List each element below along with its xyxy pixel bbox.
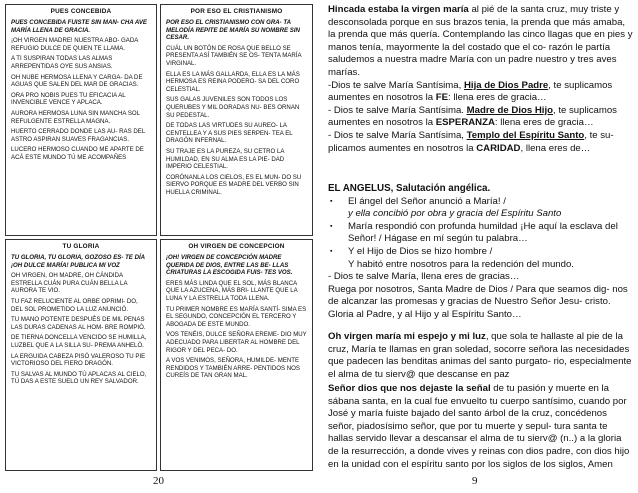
hincada-section xyxy=(328,4,634,155)
list-item: ▪ María respondió con profunda humildad ¡He aquí la esclava del Señor! / Hágase en mí según tu palabra… xyxy=(328,221,634,246)
espejo-section xyxy=(328,331,634,381)
angelus-item3-continuation: Y habitó entre nosotros para la redención del mundo. xyxy=(348,258,574,270)
angelus-list xyxy=(328,196,634,259)
salutation-line-3: - Dios te salve María Santísima, Templo del Espíritu Santo, te su- plicamos aumentes en nosotros la CARIDAD, llena eres de… xyxy=(328,129,614,154)
prayer-verse: TU FAZ RELUCIENTE AL ORBE OPRIMI- DO, DEL SOL PROMETIDO LA LUZ ANUNCIÓ. xyxy=(11,297,138,313)
angelus-title: EL ANGELUS, Salutación angélica. xyxy=(328,183,491,194)
prayer-verse: CORÓNANLA LOS CIELOS, ES EL MUN- DO SU SIERVO PORQUE ES MADRE DEL VERBO SIN HUELLA CRIMINAL. xyxy=(166,173,302,196)
page-number-right: 9 xyxy=(472,475,478,487)
prayer-verse: A TI SUSPIRAN TODAS LAS ALMAS ARREPENTIDAS OYE SUS ANSIAS. xyxy=(11,55,113,70)
page-number-left: 20 xyxy=(153,475,164,487)
salutation-line-2: - Dios te salve María Santísima. Madre de Dios Hijo, te suplicamos aumentes en nosotros la ESPERANZA: llena eres de gracia… xyxy=(328,104,617,129)
prayer-verse: A VOS VENIMOS, SEÑORA, HUMILDE- MENTE RENDIDOS Y TAMBIÉN ARRE- PENTIDOS NOS CUREÍS DE TAN GRAN MAL. xyxy=(166,357,300,380)
prayer-verse: SU TRAJE ES LA PUREZA, SU CETRO LA HUMILDAD, EN SU ALMA ES LA PIE- DAD IMPERIO CELESTIAL. xyxy=(166,147,285,171)
prayer-verse: TU MANO POTENTE DESPUÉS DE MIL PENAS LAS DURAS CADENAS AL HOM- BRE ROMPIÓ. xyxy=(11,316,146,331)
prayer-verse: CUÁL UN BOTÓN DE ROSA QUE BELLO SE PRESENTA ASÍ TAMBIÉN SE OS- TENTA MARÍA VIRGINAL. xyxy=(166,44,302,67)
prayer-verse: LUCERO HERMOSO CUANDO ME APARTE DE ACÁ ESTE MUNDO TÚ ME ACOMPAÑES xyxy=(11,146,144,161)
hincada-intro: Hincada estaba la virgen maría al pié de la santa cruz, muy triste y desconsolada porque en sus brazos tenia, la prenda que más amaba, la prenda que más quería. Contemplando las cinco llagas que en pies y manos tenía, mayormente la del costado que el co- razón le partía saludemos a nuestra madre María con un padre nuestro y tres aves marías. xyxy=(328,4,633,78)
prayer-verse: ERES MÁS LINDA QUE EL SOL, MÁS BLANCA QUE LA AZUCENA, MÁS BRI- LLANTE QUE LA LUNA Y LA ESTRELLA TODA LLENA. xyxy=(166,279,298,302)
prayer-verse: HUERTO CERRADO DONDE LAS AU- RAS DEL ASTRO ASPIRAN SUAVES FRAGANCIAS. xyxy=(11,128,145,143)
prayer-title: PUES CONCEBIDA xyxy=(50,8,112,15)
prayer-verse: PUES CONCEBIDA FUISTE SIN MAN- CHA AVE MARÍA LLENA DE GRACIA. xyxy=(11,19,147,34)
prayer-verse: OH NUBE HERMOSA LLENA Y CARGA- DA DE AGUAS QUE SALEN DEL MAR DE GRACIAS. xyxy=(11,73,143,89)
prayer-box-oh-virgen-de-concepcion xyxy=(160,239,313,471)
espejo-prayer: Oh virgen maría mi espejo y mi luz, que sola te hallaste al pie de la cruz, María te llamas en gran soledad, socorre señora las necesidades que padecen las benditas animas del santo purgato- rio, especialmente el alma de tu sierv@ que descanse en paz xyxy=(328,331,632,380)
prayer-verse: TU PRIMER NOMBRE ES MARÍA SANTÍ- SIMA ES EL SEGUNDO, CONCEPCIÓN EL TERCERO Y ABOGADA DE ESTE MUNDO. xyxy=(166,305,307,328)
angelus-hail-mary: - Dios te salve María, llena eres de gracias… xyxy=(328,271,520,283)
prayer-verse: ORA PRO NOBIS PUES TU EFICACIA AL INVENCIBLE VENCE Y APLACA. xyxy=(11,91,126,107)
prayer-verse: ELLA ES LA MÁS GALLARDA, ELLA ES LA MÁS HERMOSA ES REINA PODERO- SA DEL CORO CELESTIAL. xyxy=(166,70,300,93)
angelus-section xyxy=(328,183,634,322)
right-page xyxy=(322,0,638,493)
senal-prayer: Señor dios que nos dejaste la señal de tu pasión y muerte en la sábana santa, en la cual fue envuelto tu cuerpo santísimo, cuando por José y maría fuiste bajado del santo árbol de la cruz, concédenos señor, piadosísimo señor, que por tu muerte y sepul- tura santa te hallas servido llevar a descansar el alma de tu sierv@ (n..) a la gloria de la resurrección, a donde vives y reinas con dios padre, con dios hijo en la unidad con el espíritu santo por los siglos de los siglos, Amen xyxy=(328,383,630,470)
prayer-verse: TU SALVAS AL MUNDO TÚ APLACAS AL CIELO, TÚ DAS A ESTE SUELO UN REY SALVADOR. xyxy=(11,370,147,386)
prayer-verse: DE TODAS LAS VIRTUDES SU AUREO- LA CENTELLEA Y A SUS PIES SERPEN- TEA EL DRAGÓN INFERNAL. xyxy=(166,122,293,145)
prayer-verse: SUS GALAS JUVENILES SON TODOS LOS QUERUBES Y MIL DORADAS NU- BES ORNAN SU PEDESTAL. xyxy=(166,96,300,119)
prayer-box-por-eso-el-cristianismo xyxy=(160,4,313,236)
angelus-ruega: Ruega por nosotros, Santa Madre de Dios / Para que seamos dig- nos de alcanzar las promesas y gracias de Nuestro Señor Jesu- cristo. Gloria al Padre, y al Hijo y al Espíritu Santo… xyxy=(328,283,628,320)
senal-section xyxy=(328,383,634,471)
prayer-verse: AURORA HERMOSA LUNA SIN MANCHA SOL REFULGENTE ESTRELLA MAGNA. xyxy=(11,109,140,125)
prayer-box-tu-gloria xyxy=(5,239,157,471)
prayer-verse: LA ERGUIDA CABEZA PISÓ VALEROSO TU PIE VICTORIOSO DEL FIERO DRAGÓN. xyxy=(11,352,146,368)
prayer-box-pues-concebida xyxy=(5,4,157,236)
prayer-verse: ¡OH VIRGEN MADRE! NUESTRA ABO- GADA REFUGIO DULCE DE QUIEN TE LLAMA. xyxy=(11,37,138,52)
prayer-verse: VOS TENÉIS, DULCE SEÑORA EREME- DIO MUY ADECUADO PARA LIBERTAR AL HOMBRE DEL RIGOR Y DEL PECA- DO. xyxy=(166,331,307,354)
prayer-verse: ¡OH! VIRGEN DE CONCEPCIÓN MADRE QUERIDA DE DIOS, ENTRE LAS BE- LLAS CRIATURAS LA ESCOGIDA FUIS- TES VOS. xyxy=(166,254,293,277)
prayer-title: TU GLORIA xyxy=(62,243,100,250)
salutation-line-1: -Dios te salve María Santísima, Hija de Dios Padre, te suplicamos aumentes en nosotros la FE: llena eres de gracia… xyxy=(328,79,613,104)
prayer-verse: TU GLORIA, TU GLORIA, GOZOSO ES- TE DÍA ¡OH DULCE MARÍA! PUBLICA MI VOZ xyxy=(11,254,145,269)
prayer-verse: POR ESO EL CRISTIANISMO CON GRA- TA MELODÍA REPITE DE MARÍA SU NOMBRE SIN CESAR. xyxy=(166,19,300,42)
prayer-verse: OH VIRGEN, OH MADRE, OH CÁNDIDA ESTRELLA CUÁN PURA CUÁN BELLA LA AURORA TE VIO. xyxy=(11,272,128,295)
prayer-verse: DE TIERNA DONCELLA VENCIDO SE HUMILLA, LUZBEL QUE A LA SILLA SU- PREMA ANHELÓ. xyxy=(11,334,147,349)
prayer-title: POR ESO EL CRISTIANISMO xyxy=(190,8,283,15)
prayer-title: OH VIRGEN DE CONCEPCION xyxy=(188,243,285,250)
list-item: ▪ El ángel del Señor anunció a María! / y ella concibió por obra y gracia del Espíritu Santo xyxy=(328,196,634,221)
list-item: ▪ Y el Hijo de Dios se hizo hombre / xyxy=(328,246,634,259)
